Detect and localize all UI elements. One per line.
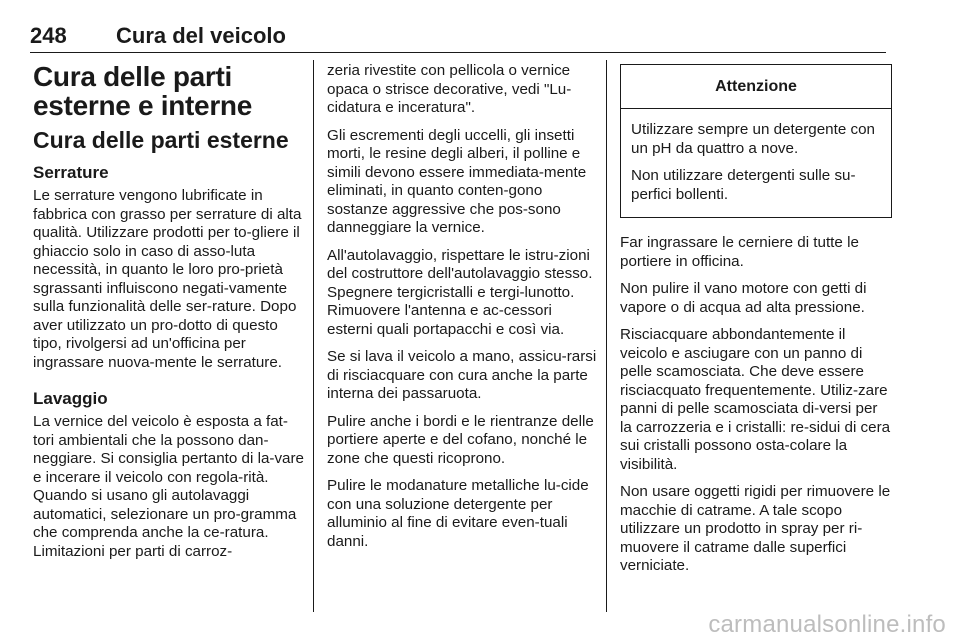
lavaggio-paragraph: La vernice del veicolo è esposta a fat-tori ambientali che la possono dan-neggiare. Si consiglia pertanto di la-vare e incerare il veicolo con regola-rità. Quando si usano gli autolavaggi automatici, selezionare un pro-gramma che comprenda anche la ce-ratura. Limitazioni per parti di carroz- [33,413,305,560]
paragraph: All'autolavaggio, rispettare le istru-zioni del costruttore dell'autolavaggio stesso. Spegnere tergicristalli e tergi-lunotto. Rimuovere l'antenna e ac-cessori esterni quali portapacchi e così via. [327,246,593,338]
column-divider-2 [606,60,607,612]
paragraph: Non usare oggetti rigidi per rimuovere le macchie di catrame. A tale scopo utilizzare un prodotto in spray per ri-muovere il catrame dalle superfici verniciate. [620,483,891,574]
column-3 [620,62,892,585]
main-title: Cura delle parti esterne e interne [33,61,252,121]
serrature-paragraph: Le serrature vengono lubrificate in fabbrica con grasso per serrature di alta qualità. Utilizzare prodotti per to-gliere il ghiaccio solo in caso di asso-luta necessità, in quanto le loro pro-prietà sgrassanti influiscono negati-vamente sulla funzionalità delle ser-rature. Dopo aver utilizzato un pro-dotto di questo tipo, rivolgersi ad un'officina per ingrassare nuova-mente le serrature. [33,187,302,371]
notice-body [621,109,891,217]
paragraph: Pulire anche i bordi e le rientranze delle portiere aperte e del cofano, nonché le zone che questi ricoprono. [327,412,594,467]
paragraph: Se si lava il veicolo a mano, assicu-rarsi di risciacquare con cura anche la parte interna dei passaruota. [327,348,597,402]
column-divider-1 [313,60,314,612]
page-number: 248 [30,23,67,48]
column-1 [33,62,305,570]
paragraph: zeria rivestite con pellicola o vernice opaca o strisce decorative, vedi "Lu-cidatura e inceratura". [327,62,572,116]
paragraph: Non pulire il vano motore con getti di vapore o di acqua ad alta pressione. [620,280,867,316]
notice-box [620,64,892,218]
paragraph: Gli escrementi degli uccelli, gli insetti morti, le resine degli alberi, il polline e simili devono essere immediata-mente eliminati, in quanto conten-gono sostanze aggressive che pos-sono danneggiare la vernice. [327,126,587,236]
page-header [30,22,886,50]
paragraph: Risciacquare abbondantemente il veicolo e asciugare con un panno di pelle scamosciata. Che deve essere risciacquato frequentemente. Utiliz-zare panni di pelle scamosciata di-versi per la carrozzeria e i cristalli: re-sidui di cera sui cristalli possono osta-colare la visibilità. [620,326,891,473]
header-rule [30,52,886,53]
section-title: Cura delle parti esterne [33,127,289,153]
notice-paragraph: Non utilizzare detergenti sulle su-perfici bollenti. [631,167,856,203]
running-title: Cura del veicolo [116,23,286,48]
notice-title: Attenzione [621,65,891,109]
paragraph: Pulire le modanature metalliche lu-cide con una soluzione detergente per alluminio al fine di evitare even-tuali danni. [327,477,589,550]
lavaggio-heading: Lavaggio [33,389,108,408]
column-2 [327,62,599,560]
serrature-heading: Serrature [33,163,109,182]
watermark-text: carmanualsonline.info [708,611,946,638]
paragraph: Far ingrassare le cerniere di tutte le portiere in officina. [620,234,859,270]
notice-paragraph: Utilizzare sempre un detergente con un pH da quattro a nove. [631,121,875,157]
